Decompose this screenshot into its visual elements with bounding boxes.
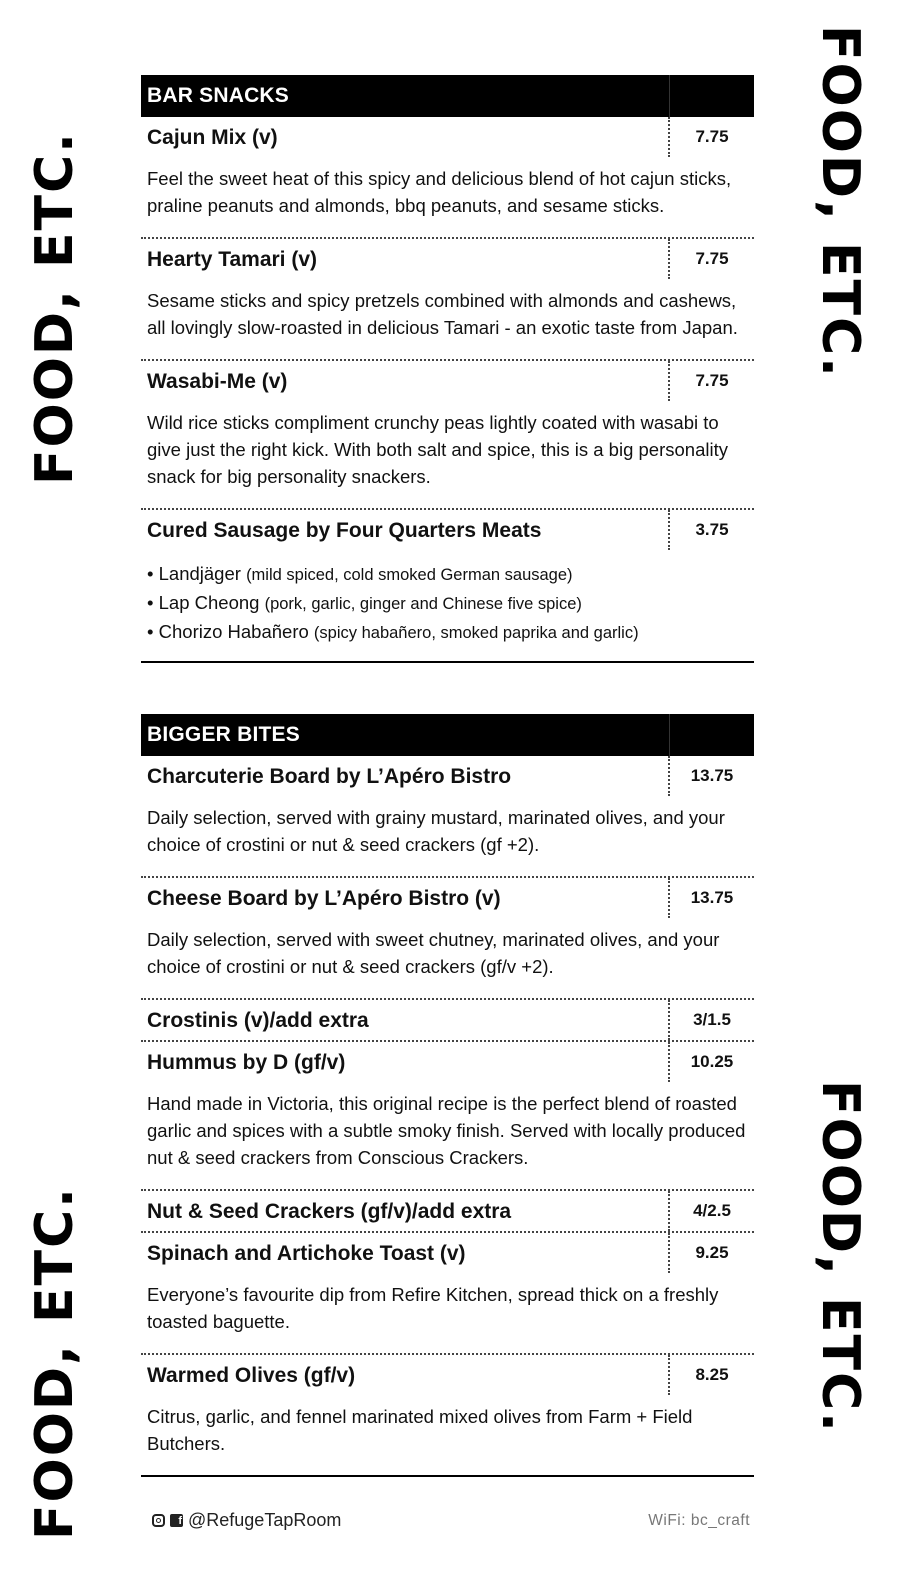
menu-item bbox=[141, 878, 754, 1000]
instagram-icon[interactable] bbox=[152, 1514, 165, 1527]
menu-item bbox=[141, 361, 754, 510]
item-name: Cured Sausage by Four Quarters Meats bbox=[147, 519, 542, 542]
side-label-right-top: FOOD, ETC. bbox=[810, 25, 870, 379]
item-description: Feel the sweet heat of this spicy and delicious blend of hot cajun sticks, praline peanuts and almonds, bbq peanuts, and sesame sticks. bbox=[147, 168, 732, 216]
item-price: 13.75 bbox=[668, 878, 754, 918]
menu-item bbox=[141, 117, 754, 239]
section-divider bbox=[141, 661, 754, 663]
item-price: 13.75 bbox=[668, 756, 754, 796]
item-name: Cajun Mix (v) bbox=[147, 126, 278, 149]
item-price: 3/1.5 bbox=[668, 1000, 754, 1040]
item-name: Charcuterie Board by L’Apéro Bistro bbox=[147, 765, 512, 788]
wifi-info: WiFi: bc_craft bbox=[648, 1511, 750, 1529]
item-price: 7.75 bbox=[668, 117, 754, 157]
social-links bbox=[152, 1510, 341, 1531]
list-item: • Lap Cheong (pork, garlic, ginger and Chinese five spice) bbox=[147, 589, 748, 618]
item-price: 9.25 bbox=[668, 1233, 754, 1273]
item-name: Hearty Tamari (v) bbox=[147, 248, 318, 271]
item-description: Citrus, garlic, and fennel marinated mixed olives from Farm + Field Butchers. bbox=[147, 1406, 693, 1454]
sausage-list bbox=[141, 550, 754, 661]
menu-item bbox=[141, 510, 754, 661]
section-title: BAR SNACKS bbox=[147, 84, 290, 107]
item-name: Wasabi-Me (v) bbox=[147, 370, 288, 393]
item-description: Wild rice sticks compliment crunchy peas lightly coated with wasabi to give just the right kick. With both salt and spice, this is a big personality snack for big personality snackers. bbox=[147, 412, 728, 487]
item-price: 7.75 bbox=[668, 239, 754, 279]
item-description: Daily selection, served with grainy mustard, marinated olives, and your choice of crostini or nut & seed crackers (gf +2). bbox=[147, 807, 725, 855]
section-title: BIGGER BITES bbox=[147, 723, 300, 746]
section-bigger-bites bbox=[141, 714, 754, 1477]
item-name: Warmed Olives (gf/v) bbox=[147, 1364, 356, 1387]
menu-item bbox=[141, 239, 754, 361]
menu-item bbox=[141, 1191, 754, 1233]
menu-item bbox=[141, 1355, 754, 1475]
item-name: Cheese Board by L’Apéro Bistro (v) bbox=[147, 887, 501, 910]
social-handle[interactable]: @RefugeTapRoom bbox=[188, 1510, 342, 1530]
item-description: Hand made in Victoria, this original recipe is the perfect blend of roasted garlic and spices with a subtle smoky finish. Served with locally produced nut & seed crackers from Conscious Crackers. bbox=[147, 1093, 746, 1168]
footer bbox=[152, 1510, 750, 1531]
item-description: Sesame sticks and spicy pretzels combined with almonds and cashews, all lovingly slow-roasted in delicious Tamari - an exotic taste from Japan. bbox=[147, 290, 738, 338]
item-name: Spinach and Artichoke Toast (v) bbox=[147, 1242, 466, 1265]
menu-item bbox=[141, 1042, 754, 1191]
item-description: Everyone’s favourite dip from Refire Kitchen, spread thick on a freshly toasted baguette. bbox=[147, 1284, 719, 1332]
item-description: Daily selection, served with sweet chutney, marinated olives, and your choice of crostini or nut & seed crackers (gf/v +2). bbox=[147, 929, 720, 977]
item-price: 10.25 bbox=[668, 1042, 754, 1082]
section-bar-snacks bbox=[141, 75, 754, 663]
item-price: 3.75 bbox=[668, 510, 754, 550]
menu-item bbox=[141, 756, 754, 878]
section-header bbox=[141, 75, 754, 117]
side-label-left-bottom: FOOD, ETC. bbox=[25, 1186, 85, 1540]
menu-item bbox=[141, 1233, 754, 1355]
list-item: • Landjäger (mild spiced, cold smoked German sausage) bbox=[147, 560, 748, 589]
side-label-right-bottom: FOOD, ETC. bbox=[810, 1080, 870, 1434]
item-name: Hummus by D (gf/v) bbox=[147, 1051, 346, 1074]
facebook-icon[interactable]: f bbox=[170, 1514, 183, 1527]
item-price: 8.25 bbox=[668, 1355, 754, 1395]
item-price: 7.75 bbox=[668, 361, 754, 401]
section-divider bbox=[141, 1475, 754, 1477]
menu-item bbox=[141, 1000, 754, 1042]
side-label-left-top: FOOD, ETC. bbox=[25, 131, 85, 485]
item-name: Nut & Seed Crackers (gf/v)/add extra bbox=[147, 1200, 512, 1223]
list-item: • Chorizo Habañero (spicy habañero, smoked paprika and garlic) bbox=[147, 618, 748, 647]
item-name: Crostinis (v)/add extra bbox=[147, 1009, 369, 1032]
section-header bbox=[141, 714, 754, 756]
item-price: 4/2.5 bbox=[668, 1191, 754, 1231]
